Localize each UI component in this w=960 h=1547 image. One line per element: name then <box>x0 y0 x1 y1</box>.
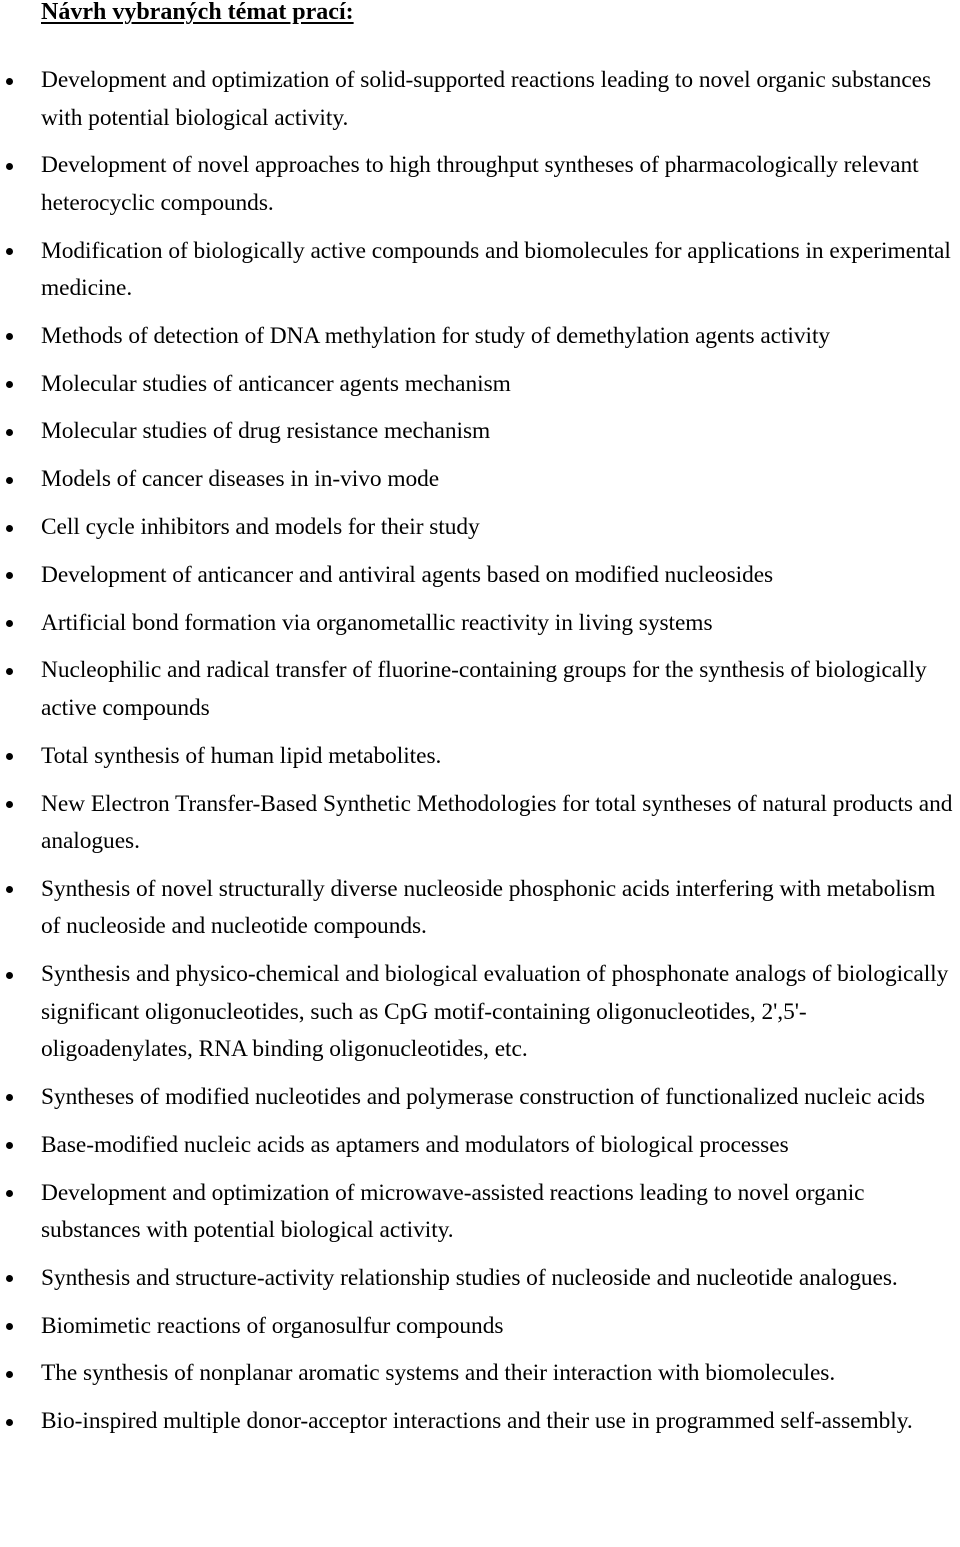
bullet-icon <box>6 886 13 893</box>
topic-list <box>0 62 960 1441</box>
bullet-icon <box>6 333 13 340</box>
list-item-text: The synthesis of nonplanar aromatic systems and their interaction with biomolecules. <box>41 1360 836 1387</box>
list-item <box>0 1175 960 1250</box>
list-item <box>0 318 960 356</box>
list-item <box>0 738 960 776</box>
bullet-icon <box>6 1275 13 1282</box>
list-item-text: Total synthesis of human lipid metabolites. <box>41 742 442 769</box>
list-item-text: Nucleophilic and radical transfer of fluorine-containing groups for the synthesis of biologically active compounds <box>41 657 927 721</box>
list-item-text: Biomimetic reactions of organosulfur compounds <box>41 1312 504 1339</box>
list-item <box>0 509 960 547</box>
list-item-text: Synthesis of novel structurally diverse nucleoside phosphonic acids interfering with metabolism of nucleoside and nucleotide compounds. <box>41 875 936 940</box>
bullet-icon <box>6 801 13 808</box>
bullet-icon <box>6 1323 13 1330</box>
list-item-text: Molecular studies of anticancer agents mechanism <box>41 370 511 397</box>
bullet-icon <box>6 668 13 675</box>
list-item-text: Cell cycle inhibitors and models for their study <box>41 514 480 541</box>
list-item-text: Development of anticancer and antiviral agents based on modified nucleosides <box>41 561 774 588</box>
list-item-text: Base-modified nucleic acids as aptamers and modulators of biological processes <box>41 1131 789 1158</box>
list-item-text: Methods of detection of DNA methylation for study of demethylation agents activity <box>41 322 831 349</box>
list-item-text: Molecular studies of drug resistance mechanism <box>41 418 491 445</box>
list-item <box>0 871 960 946</box>
list-item-text: Development and optimization of solid-supported reactions leading to novel organic substances with potential biological activity. <box>41 67 932 131</box>
bullet-icon <box>6 620 13 627</box>
bullet-icon <box>6 1142 13 1149</box>
bullet-icon <box>6 1371 13 1378</box>
list-item-text: Development of novel approaches to high throughput syntheses of pharmacologically relevant heterocyclic compounds. <box>41 152 919 216</box>
list-item-text: Synthesis and structure-activity relationship studies of nucleoside and nucleotide analogues. <box>41 1264 898 1291</box>
list-item <box>0 62 960 137</box>
bullet-icon <box>6 572 13 579</box>
bullet-icon <box>6 1094 13 1101</box>
list-item <box>0 1127 960 1165</box>
list-item <box>0 1403 960 1441</box>
list-item <box>0 1079 960 1117</box>
list-item <box>0 1355 960 1393</box>
list-item-text: Synthesis and physico-chemical and biological evaluation of phosphonate analogs of biologically significant oligonucleotides, such as CpG motif-containing oligonucleotides, 2',5'-oligoadenylates, RNA binding oligonucleotides, etc. <box>41 961 949 1063</box>
list-item <box>0 147 960 222</box>
list-item-text: Modification of biologically active compounds and biomolecules for applications in experimental medicine. <box>41 237 951 302</box>
list-item <box>0 413 960 451</box>
list-item <box>0 605 960 643</box>
list-item-text: New Electron Transfer-Based Synthetic Methodologies for total syntheses of natural products and analogues. <box>41 790 953 855</box>
list-item-text: Artificial bond formation via organometallic reactivity in living systems <box>41 609 713 636</box>
list-item <box>0 461 960 499</box>
list-item-text: Development and optimization of microwave-assisted reactions leading to novel organic substances with potential biological activity. <box>41 1179 865 1244</box>
bullet-icon <box>6 525 13 532</box>
list-item <box>0 1260 960 1298</box>
list-item <box>0 233 960 308</box>
list-item-text: Models of cancer diseases in in-vivo mode <box>41 466 440 493</box>
list-item <box>0 1308 960 1346</box>
bullet-icon <box>6 972 13 979</box>
page-title: Návrh vybraných témat prací: <box>41 0 354 25</box>
bullet-icon <box>6 163 13 170</box>
bullet-icon <box>6 753 13 760</box>
list-item <box>0 557 960 595</box>
list-item-text: Bio-inspired multiple donor-acceptor interactions and their use in programmed self-assembly. <box>41 1408 913 1435</box>
bullet-icon <box>6 1419 13 1426</box>
bullet-icon <box>6 477 13 484</box>
list-item <box>0 786 960 861</box>
list-item <box>0 652 960 727</box>
list-item <box>0 366 960 404</box>
list-item <box>0 956 960 1069</box>
bullet-icon <box>6 1190 13 1197</box>
list-item-text: Syntheses of modified nucleotides and polymerase construction of functionalized nucleic acids <box>41 1083 925 1110</box>
bullet-icon <box>6 381 13 388</box>
bullet-icon <box>6 429 13 436</box>
bullet-icon <box>6 78 13 85</box>
bullet-icon <box>6 248 13 255</box>
